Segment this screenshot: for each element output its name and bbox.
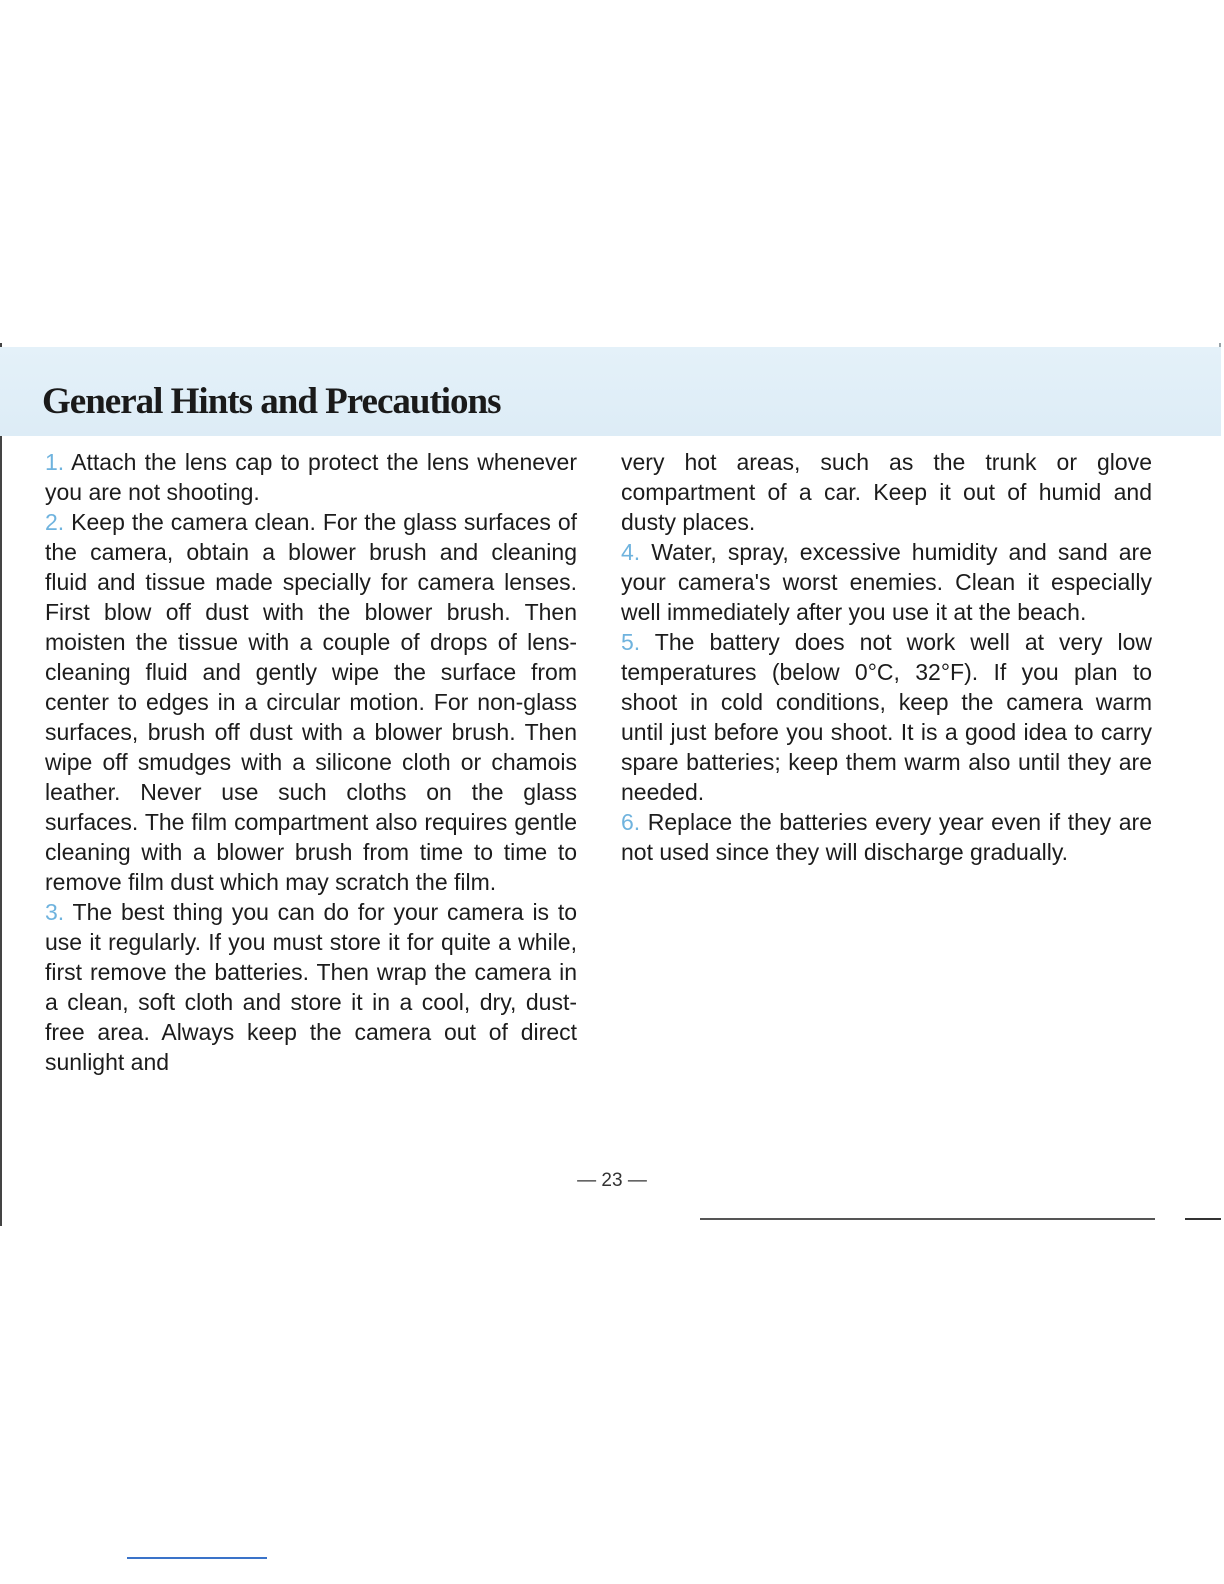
left-column: [45, 447, 577, 1077]
list-item: [45, 507, 577, 897]
item-number: 5.: [621, 629, 641, 655]
list-item: [45, 897, 577, 1077]
bottom-rule: [700, 1218, 1155, 1220]
item-text: Keep the camera clean. For the glass surfaces of the camera, obtain a blower brush and cleaning fluid and tissue made specially for camera lenses. First blow off dust with the blower brush. Then moisten the tissue with a couple of drops of lens-cleaning fluid and gently wipe the surface from center to edges in a circular motion. For non-glass surfaces, brush off dust with a blower brush. Then wipe off smudges with a silicone cloth or chamois leather. Never use such cloths on the glass surfaces. The film compartment also requires gentle cleaning with a blower brush from time to time to remove film dust which may scratch the film.: [45, 509, 578, 895]
bottom-rule-end: [1185, 1218, 1221, 1220]
continued-text: very hot areas, such as the trunk or glove compartment of a car. Keep it out of humid and dusty places.: [621, 449, 1152, 535]
item-number: 3.: [45, 899, 65, 925]
item-number: 6.: [621, 809, 641, 835]
right-column: [621, 447, 1152, 867]
list-item: [45, 447, 577, 507]
item-text: The best thing you can do for your camera is to use it regularly. If you must store it for quite a while, first remove the batteries. Then wrap the camera in a clean, soft cloth and store it in a cool, dry, dust-free area. Always keep the camera out of direct sunlight and: [45, 899, 577, 1075]
item-text: Replace the batteries every year even if they are not used since they will discharge gradually.: [621, 809, 1152, 865]
list-item: [621, 807, 1152, 867]
list-item: [621, 627, 1152, 807]
item-text: Attach the lens cap to protect the lens whenever you are not shooting.: [45, 449, 577, 505]
item-number: 4.: [621, 539, 641, 565]
page-left-edge: [0, 343, 2, 1226]
item-text: Water, spray, excessive humidity and sand are your camera's worst enemies. Clean it especially well immediately after you use it at the beach.: [621, 539, 1153, 625]
item-text: The battery does not work well at very low temperatures (below 0°C, 32°F). If you plan to shoot in cold conditions, keep the camera warm until just before you shoot. It is a good idea to carry spare batteries; keep them warm also until they are needed.: [621, 629, 1152, 805]
list-item: [621, 537, 1152, 627]
page-title: General Hints and Precautions: [42, 381, 501, 422]
item-number: 2.: [45, 509, 65, 535]
item-number: 1.: [45, 449, 65, 475]
page-number: — 23 —: [577, 1170, 647, 1191]
scan-mark-line: [127, 1557, 267, 1559]
